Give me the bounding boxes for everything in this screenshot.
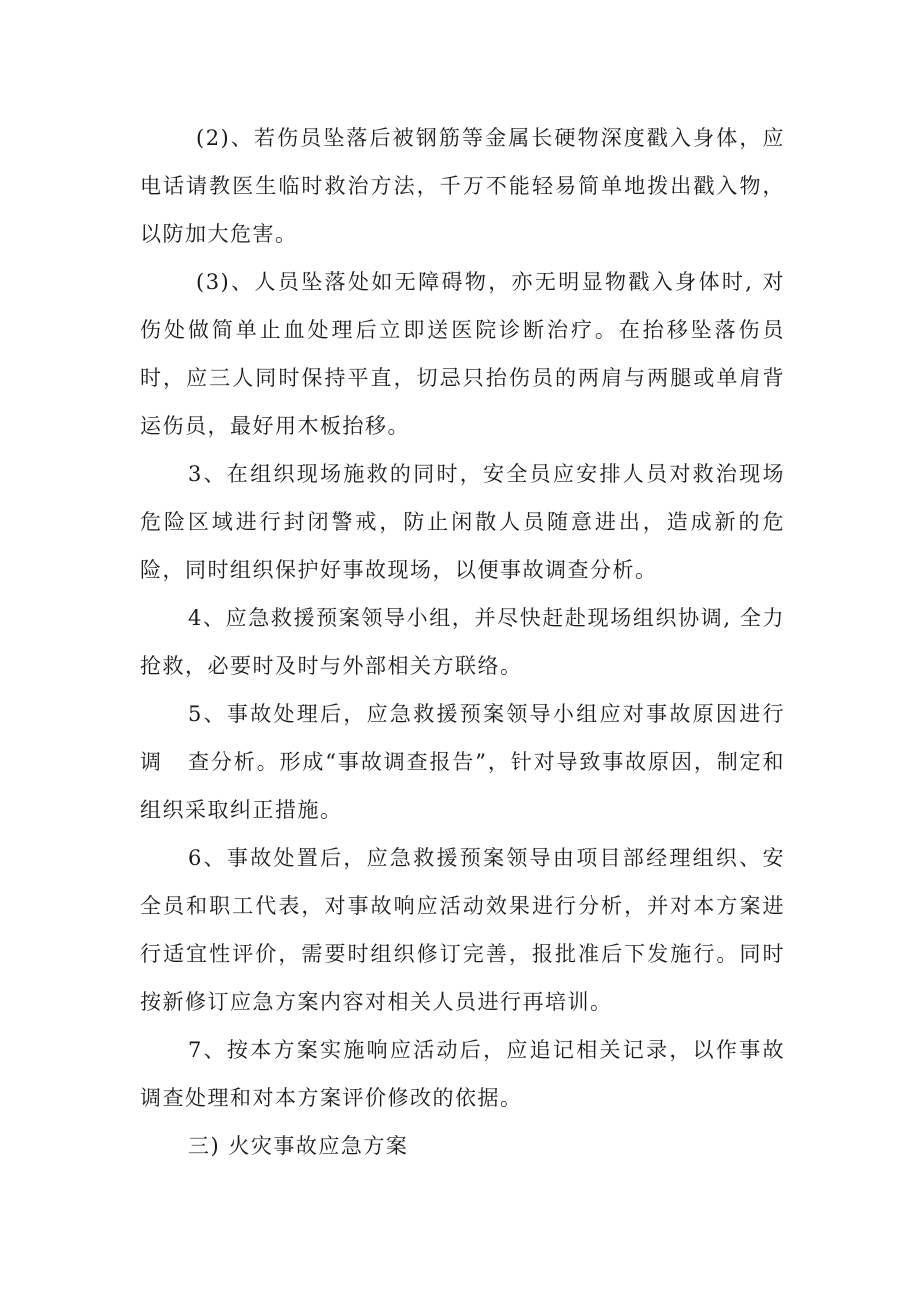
- paragraph-item-7: 7、按本方案实施响应活动后，应追记相关记录，以作事故调查处理和对本方案评价修改的依据。: [140, 1038, 785, 1110]
- paragraph-item-5: 5、事故处理后，应急救援预案领导小组应对事故原因进行调: [140, 702, 785, 774]
- paragraph-item-5-continued: 查分析。形成“事故调查报告”，针对导致事故原因，制定和组织采取纠正措施。: [140, 750, 785, 822]
- paragraph-item-6: 6、事故处置后，应急救援预案领导由项目部经理组织、安全员和职工代表，对事故响应活动效果进行分析，并对本方案进行适宜性评价，需要时组织修订完善，报批准后下发施行。同时按新修订应急方案内容对相关人员进行再培训。: [140, 846, 785, 1014]
- paragraph-sub-item-3: (3)、人员坠落处如无障碍物，亦无明显物戳入身体时, 对伤处做简单止血处理后立即送医院诊断治疗。在抬移坠落伤员时，应三人同时保持平直，切忌只抬伤员的两肩与两腿或单肩背运伤员，最好用木板抬移。: [140, 270, 785, 438]
- paragraph-item-3: 3、在组织现场施救的同时，安全员应安排人员对救治现场危险区域进行封闭警戒，防止闲散人员随意进出，造成新的危险，同时组织保护好事故现场，以便事故调查分析。: [140, 462, 785, 582]
- paragraph-sub-item-2: (2)、若伤员坠落后被钢筋等金属长硬物深度戳入身体，应电话请教医生临时救治方法，千万不能轻易简单地拨出戳入物，以防加大危害。: [140, 126, 785, 246]
- section-heading-fire-emergency: 三) 火灾事故应急方案: [188, 1134, 409, 1158]
- paragraph-item-4: 4、应急救援预案领导小组，并尽快赶赴现场组织协调, 全力抢救，必要时及时与外部相关方联络。: [140, 606, 785, 678]
